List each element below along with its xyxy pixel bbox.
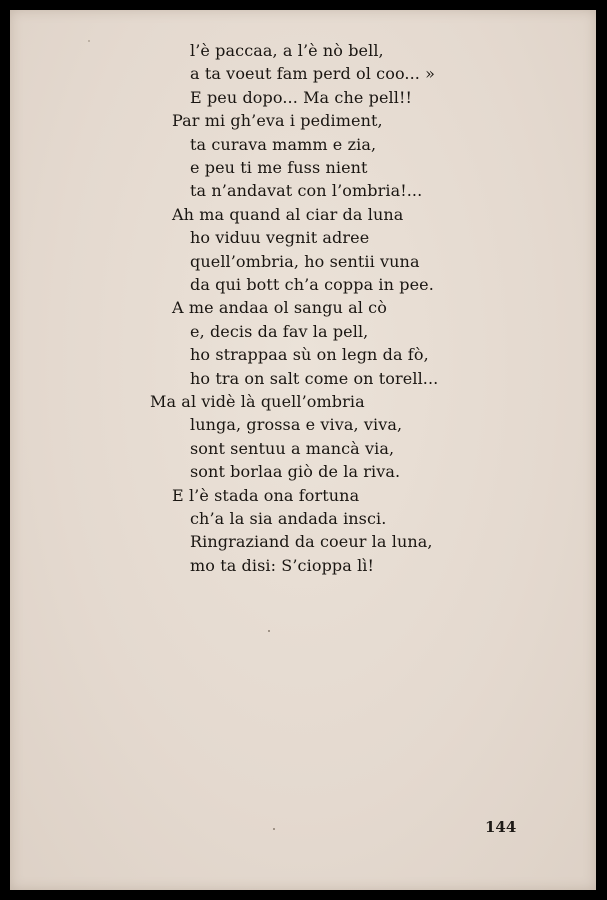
poem-line: da qui bott ch’a coppa in pee.	[190, 275, 434, 294]
poem-line: Par mi gh’eva i pediment,	[172, 111, 383, 131]
poem-line: ho viduu vegnit adree	[190, 228, 370, 248]
poem-line: E peu dopo... Ma che pell!!	[190, 87, 413, 107]
poem-line: E l’è stada ona fortuna	[172, 485, 360, 505]
paper-speck	[268, 630, 270, 632]
poem-line: lunga, grossa e viva, viva,	[190, 415, 403, 435]
poem-line: sont borlaa giò de la riva.	[190, 462, 401, 482]
poem-line: quell’ombria, ho sentii vuna	[190, 251, 420, 271]
paper-speck	[88, 40, 90, 42]
book-page	[10, 10, 596, 890]
poem-line: A me andaa ol sangu al cò	[172, 298, 387, 318]
poem-line: ta n’andavat con l’ombria!...	[190, 181, 423, 201]
poem-line: mo ta disi: S’cioppa lì!	[190, 555, 375, 575]
poem-line: Ringraziand da coeur la luna,	[190, 532, 433, 552]
poem-line: a ta voeut fam perd ol coo... »	[190, 64, 436, 84]
poem-line: ta curava mamm e zia,	[190, 134, 377, 154]
poem-line: l’è paccaa, a l’è nò bell,	[190, 41, 384, 60]
page-number: 144	[485, 818, 517, 836]
paper-speck	[273, 828, 275, 830]
poem-line: ho strappaa sù on legn da fò,	[190, 345, 429, 365]
poem-line: Ma al vidè là quell’ombria	[150, 392, 365, 411]
poem-line: ho tra on salt come on torell...	[190, 368, 439, 388]
poem-line: e, decis da fav la pell,	[190, 321, 369, 341]
poem-line: ch’a la sia andada insci.	[190, 509, 387, 528]
poem-line: Ah ma quand al ciar da luna	[172, 204, 404, 224]
poem-line: e peu ti me fuss nient	[190, 158, 368, 177]
poem-line: sont sentuu a mancà via,	[190, 438, 395, 458]
